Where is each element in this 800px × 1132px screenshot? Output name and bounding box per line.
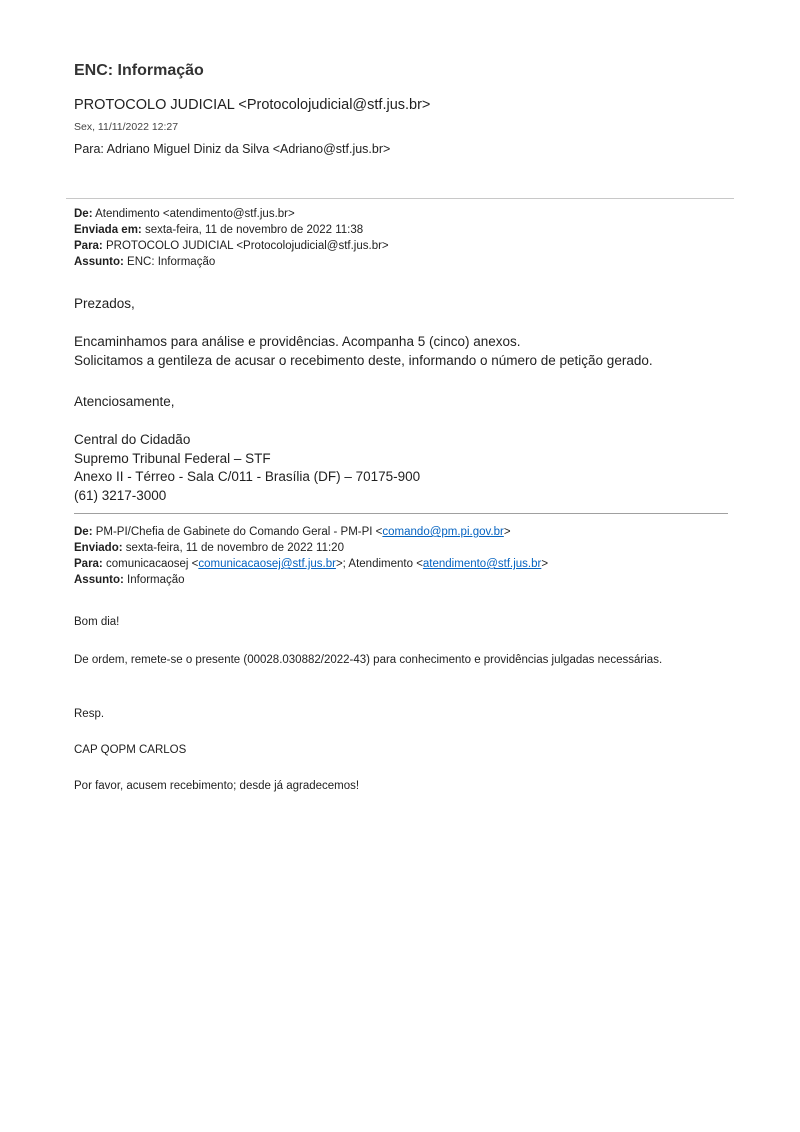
signature-line: (61) 3217-3000 [74,487,167,503]
forward-from-row [74,206,389,222]
forward-from-label: De: [74,208,93,220]
forward-to-label: Para: [74,240,103,252]
forward-subject-row [74,254,389,270]
original-from-suffix: > [503,526,511,538]
original-to-email-link-1[interactable]: comunicacaosej@stf.jus.br [198,558,336,570]
email-recipient: Para: Adriano Miguel Diniz da Silva <Adriano@stf.jus.br> [74,142,391,156]
original-from-email-link[interactable]: comando@pm.pi.gov.br [382,526,504,538]
forward-closing: Atenciosamente, [74,394,175,409]
email-date: Sex, 11/11/2022 12:27 [74,121,179,133]
original-to-row [74,556,548,572]
original-subject-row [74,572,548,588]
signature-line: Central do Cidadão [74,432,191,447]
email-subject: ENC: Informação [74,62,204,79]
original-request: Por favor, acusem recebimento; desde já agradecemos! [74,780,360,792]
signature-line: Supremo Tribunal Federal – STF [74,450,271,466]
forward-from-value: Atendimento <atendimento@stf.jus.br> [92,208,295,220]
email-sender[interactable]: PROTOCOLO JUDICIAL <Protocolojudicial@stf.jus.br> [74,97,431,113]
signature-block [74,431,420,505]
original-to-email-link-2[interactable]: atendimento@stf.jus.br [422,558,542,570]
header-divider [66,198,734,199]
forward-sent-label: Enviada em: [74,224,142,236]
forward-header [74,206,389,270]
forward-body-line1: Encaminhamos para análise e providências. Acompanha 5 (cinco) anexos. [74,334,521,349]
original-sent-label: Enviado: [74,542,123,554]
original-sent-row [74,540,548,556]
forward-greeting: Prezados, [74,296,135,311]
original-to-suffix: > [541,558,549,570]
forward-to-value: PROTOCOLO JUDICIAL <Protocolojudicial@stf.jus.br> [102,240,389,252]
original-from-row [74,524,548,540]
original-paragraph: De ordem, remete-se o presente (00028.030882/2022-43) para conhecimento e providências julgadas necessárias. [74,654,663,666]
original-to-prefix: comunicacaosej < [102,558,199,570]
original-header [74,524,548,588]
forward-subject-label: Assunto: [74,256,124,268]
original-signer: CAP QOPM CARLOS [74,744,187,756]
original-sent-value: sexta-feira, 11 de novembro de 2022 11:20 [122,542,344,554]
signature-line: Anexo II - Térreo - Sala C/011 - Brasília (DF) – 70175-900 [74,469,421,484]
original-from-label: De: [74,526,93,538]
original-greeting: Bom dia! [74,616,120,628]
forward-to-row [74,238,389,254]
forward-body-line2: Solicitamos a gentileza de acusar o recebimento deste, informando o número de petição gerado. [74,353,653,368]
original-message-divider [74,513,728,514]
forward-sent-value: sexta-feira, 11 de novembro de 2022 11:38 [141,224,364,236]
original-from-prefix: PM-PI/Chefia de Gabinete do Comando Geral - PM-PI < [92,526,383,538]
original-subject-label: Assunto: [74,574,124,586]
forward-sent-row [74,222,389,238]
original-to-middle: >; Atendimento < [335,558,423,570]
forward-subject-value: ENC: Informação [123,256,216,268]
original-subject-value: Informação [123,574,185,586]
original-resp: Resp. [74,708,105,720]
original-to-label: Para: [74,558,103,570]
